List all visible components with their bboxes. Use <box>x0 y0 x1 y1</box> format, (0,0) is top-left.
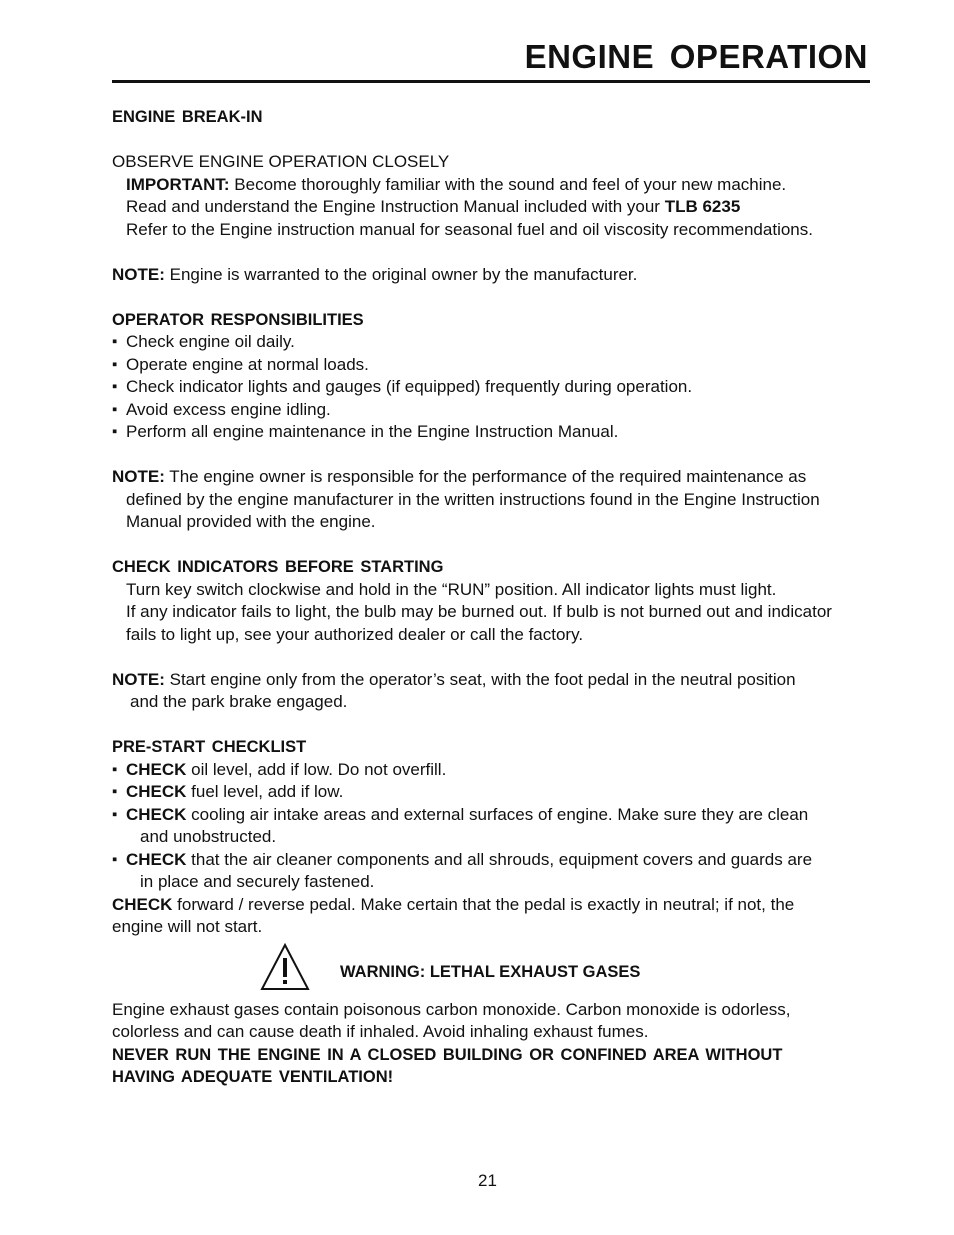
list-item: ▪ Check engine oil daily. <box>112 331 872 354</box>
check-word: CHECK <box>112 894 173 914</box>
read-manual-line <box>112 196 872 219</box>
check-word: CHECK <box>126 849 187 869</box>
page-content <box>112 106 872 1089</box>
operator-responsibilities-heading: OPERATOR RESPONSIBILITIES <box>112 310 364 329</box>
title-rule <box>112 80 870 83</box>
list-item-text: fuel level, add if low. <box>186 782 344 801</box>
note-maintenance <box>112 466 872 489</box>
note-maintenance-line-3: Manual provided with the engine. <box>126 512 376 531</box>
list-item-text: oil level, add if low. Do not overfill. <box>186 759 447 779</box>
page-number: 21 <box>478 1171 497 1190</box>
list-item <box>112 804 872 827</box>
refer-line: Refer to the Engine instruction manual for seasonal fuel and oil viscosity recommendations. <box>126 219 813 239</box>
indicators-line-1: Turn key switch clockwise and hold in the “RUN” position. All indicator lights must light. <box>126 579 777 599</box>
note-label: NOTE: <box>112 264 165 284</box>
list-item <box>112 781 872 804</box>
note-warranty <box>112 264 872 287</box>
check-word: CHECK <box>126 759 187 779</box>
exhaust-text-line-2: colorless and can cause death if inhaled. Avoid inhaling exhaust fumes. <box>112 1022 649 1041</box>
list-item: ▪ Perform all engine maintenance in the Engine Instruction Manual. <box>112 421 872 444</box>
ventilation-warning-line-2: HAVING ADEQUATE VENTILATION! <box>112 1068 394 1086</box>
check-indicators-heading: CHECK INDICATORS BEFORE STARTING <box>112 558 444 576</box>
important-text: Become thoroughly familiar with the sound and feel of your new machine. <box>229 174 787 194</box>
page-title: ENGINE OPERATION <box>524 38 868 75</box>
note-text: The engine owner is responsible for the performance of the required maintenance as <box>164 467 807 486</box>
list-item: ▪ Avoid excess engine idling. <box>112 399 872 422</box>
note-start-line-2: and the park brake engaged. <box>130 692 348 711</box>
check-pedal-line-2: engine will not start. <box>112 917 263 936</box>
list-item-text: cooling air intake areas and external surfaces of engine. Make sure they are clean <box>186 804 809 824</box>
warning-banner <box>112 943 872 997</box>
list-item-continuation: in place and securely fastened. <box>140 872 375 891</box>
important-label: IMPORTANT: <box>126 174 230 194</box>
check-pedal-text: forward / reverse pedal. Make certain that the pedal is exactly in neutral; if not, the <box>172 894 795 914</box>
engine-break-in-heading: ENGINE BREAK-IN <box>112 108 263 126</box>
warning-title: WARNING: LETHAL EXHAUST GASES <box>340 962 641 981</box>
note-start <box>112 669 872 692</box>
note-text: Start engine only from the operator’s seat, with the foot pedal in the neutral position <box>164 669 796 689</box>
model-number: TLB 6235 <box>664 197 741 216</box>
check-word: CHECK <box>126 804 187 824</box>
note-maintenance-line-2: defined by the engine manufacturer in the written instructions found in the Engine Instruction <box>126 489 820 509</box>
observe-line: OBSERVE ENGINE OPERATION CLOSELY <box>112 152 450 171</box>
note-label: NOTE: <box>112 669 165 689</box>
warning-triangle-icon <box>260 943 310 991</box>
ventilation-warning-line-1: NEVER RUN THE ENGINE IN A CLOSED BUILDING OR CONFINED AREA WITHOUT <box>112 1045 783 1064</box>
read-text: Read and understand the Engine Instruction Manual included with your <box>126 197 665 216</box>
note-text: Engine is warranted to the original owner by the manufacturer. <box>164 264 638 284</box>
list-item: ▪ Check indicator lights and gauges (if equipped) frequently during operation. <box>112 376 872 399</box>
list-item <box>112 759 872 782</box>
pre-start-checklist-heading: PRE-START CHECKLIST <box>112 738 307 756</box>
indicators-line-3: fails to light up, see your authorized dealer or call the factory. <box>126 624 584 644</box>
list-item: ▪ Operate engine at normal loads. <box>112 354 872 377</box>
important-line <box>112 174 872 197</box>
note-label: NOTE: <box>112 467 165 486</box>
check-pedal-line <box>112 894 872 917</box>
list-item-text: that the air cleaner components and all shrouds, equipment covers and guards are <box>186 849 813 869</box>
list-item-continuation: and unobstructed. <box>140 827 277 846</box>
exhaust-text-line-1: Engine exhaust gases contain poisonous carbon monoxide. Carbon monoxide is odorless, <box>112 999 791 1019</box>
check-word: CHECK <box>126 782 187 801</box>
list-item <box>112 849 872 872</box>
indicators-line-2: If any indicator fails to light, the bulb may be burned out. If bulb is not burned out and indicator <box>126 602 832 621</box>
